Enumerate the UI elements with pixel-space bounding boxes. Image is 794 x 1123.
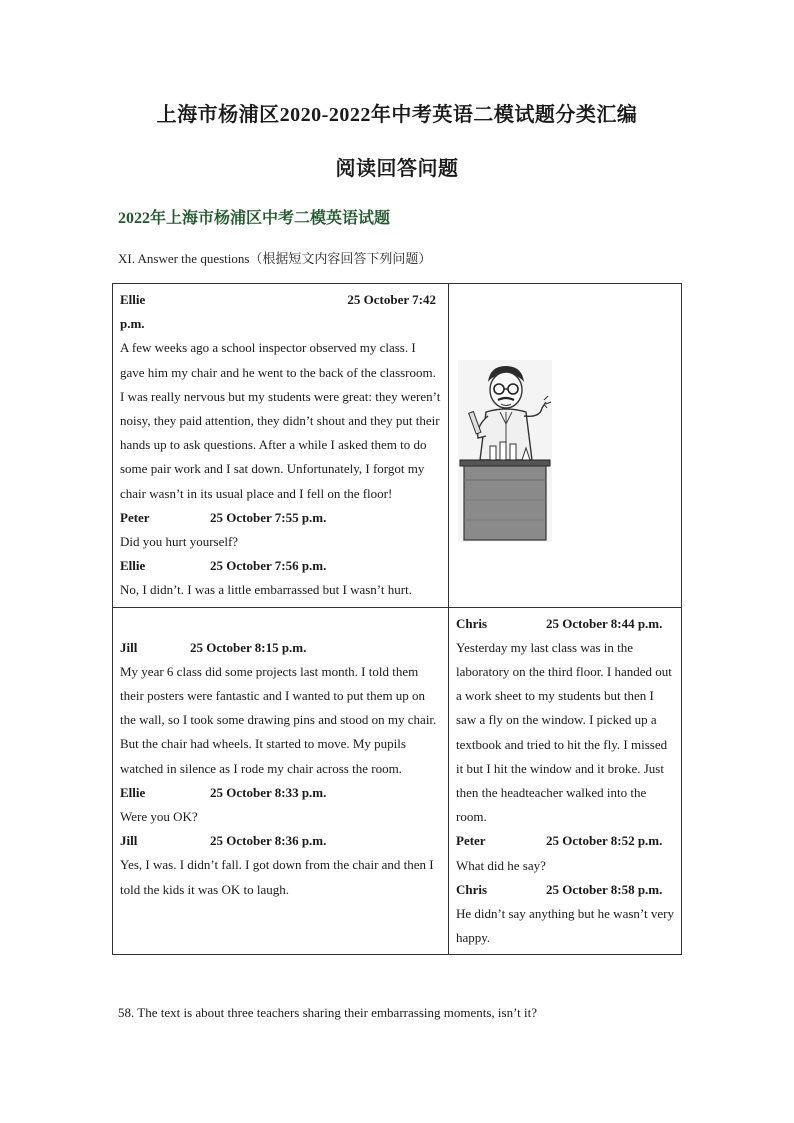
section-heading: 2022年上海市杨浦区中考二模英语试题 (118, 210, 391, 227)
chat-table (112, 283, 682, 955)
reply-body: No, I didn’t. I was a little embarrassed but I wasn’t hurt. (120, 582, 412, 598)
post-body: A few weeks ago a school inspector observed my class. I gave him my chair and he went to the back of the classroom. I was really nervous but my students were great: they weren’t noisy, they paid attention, they didn’t shout and they put their hands up to ask questions. After a while I asked them to do some pair work and I sat down. Unfortunately, I forgot my chair wasn’t in its usual place and I fell on the floor! (120, 340, 441, 501)
author-name: Jill (120, 639, 138, 655)
post-ellie-cell (113, 284, 449, 608)
author-name: Peter (120, 509, 150, 525)
reply-header (120, 506, 442, 530)
post-time: 25 October 8:44 p.m. (546, 615, 663, 631)
post-header (456, 612, 675, 636)
document-subtitle: 阅读回答问题 (335, 158, 459, 180)
post-time: 25 October 8:58 p.m. (546, 881, 663, 897)
reply-header (456, 878, 675, 902)
post-time: 25 October 7:42 (347, 292, 436, 307)
reply-header (120, 829, 442, 853)
post-time: 25 October 8:36 p.m. (210, 833, 327, 849)
illustration-cell (449, 284, 682, 608)
reply-body: Did you hurt yourself? (120, 534, 239, 550)
post-body: Yesterday my last class was in the laboratory on the third floor. I handed out a work sheet to my students but then I saw a fly on the window. I picked up a textbook and tried to hit the fly. I missed it but I hit the window and it broke. Just then the headteacher walked into the room. (456, 639, 672, 825)
reply-body: Were you OK? (120, 809, 198, 825)
author-name: Jill (120, 833, 138, 849)
post-time: 25 October 7:56 p.m. (210, 558, 327, 574)
teacher-lab-illustration (458, 360, 675, 550)
reply-header (120, 781, 442, 805)
post-time: 25 October 8:33 p.m. (210, 784, 327, 800)
author-name: Peter (456, 833, 486, 849)
question-58: 58. The text is about three teachers sharing their embarrassing moments, isn’t it? (118, 1005, 538, 1020)
author-name: Chris (456, 881, 488, 897)
reply-header (120, 554, 442, 578)
post-header (120, 636, 442, 660)
post-header (120, 288, 442, 312)
instruction-text: XI. Answer the questions（根据短文内容回答下列问题） (118, 251, 432, 266)
post-time: 25 October 8:15 p.m. (190, 639, 307, 655)
author-name: Ellie (120, 292, 146, 307)
post-time: 25 October 7:55 p.m. (210, 509, 327, 525)
reply-header (456, 829, 675, 853)
reply-body: What did he say? (456, 857, 546, 873)
post-time-continued: p.m. (120, 316, 145, 332)
author-name: Ellie (120, 784, 146, 800)
reply-body: He didn’t say anything but he wasn’t very happy. (456, 906, 674, 946)
document-title: 上海市杨浦区2020-2022年中考英语二模试题分类汇编 (156, 104, 638, 126)
author-name: Chris (456, 615, 488, 631)
reply-body: Yes, I was. I didn’t fall. I got down from the chair and then I told the kids it was OK to laugh. (120, 857, 434, 897)
author-name: Ellie (120, 558, 146, 574)
post-chris-cell (449, 607, 682, 955)
post-body: My year 6 class did some projects last month. I told them their posters were fantastic and I wanted to put them up on the wall, so I took some drawing pins and stood on my chair. But the chair had wheels. It started to move. My pupils watched in silence as I rode my chair across the room. (120, 663, 437, 776)
post-jill-cell (113, 607, 449, 955)
post-time: 25 October 8:52 p.m. (546, 833, 663, 849)
